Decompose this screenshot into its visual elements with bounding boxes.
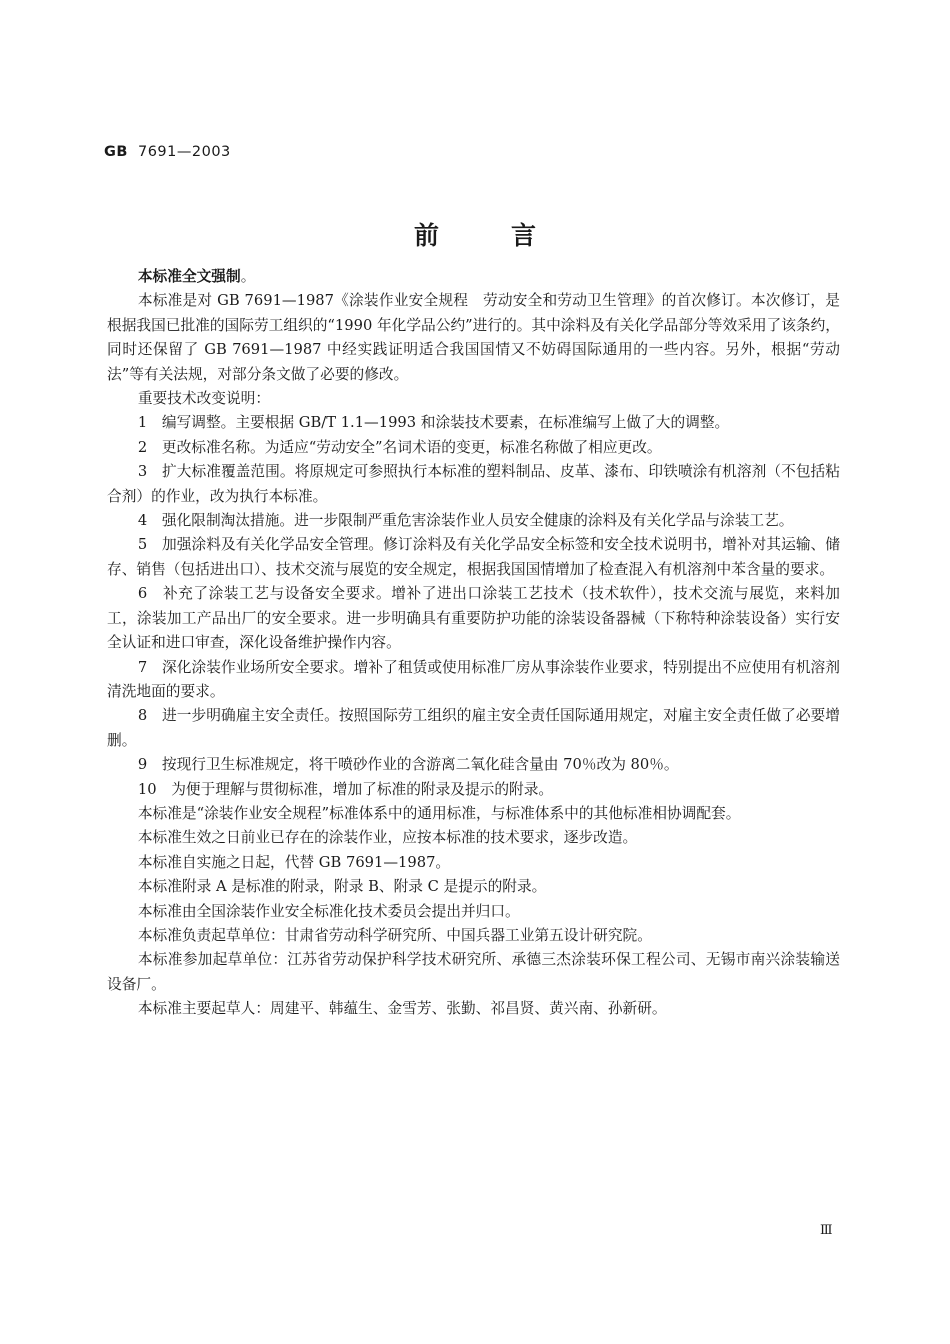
technical-changes-heading: 重要技术改变说明： bbox=[137, 390, 271, 408]
replacement-paragraph: 本标准自实施之日起，代替 GB 7691—1987。 bbox=[137, 853, 451, 871]
participating-units-paragraph: 本标准参加起草单位：江苏省劳动保护科学技术研究所、承德三杰涂装环保工程公司、无锡市南兴涂装输送设备厂。 bbox=[107, 951, 840, 993]
appendix-paragraph: 本标准附录 A 是标准的附录，附录 B、附录 C 是提示的附录。 bbox=[137, 878, 547, 896]
change-item-10: 10 为便于理解与贯彻标准，增加了标准的附录及提示的附录。 bbox=[137, 780, 554, 798]
existing-operations-paragraph: 本标准生效之日前业已存在的涂装作业，应按本标准的技术要求，逐步改造。 bbox=[137, 829, 638, 847]
change-item-7: 7 深化涂装作业场所安全要求。增补了租赁或使用标准厂房从事涂装作业要求，特别提出不应使用有机溶剂清洗地面的要求。 bbox=[107, 658, 840, 700]
change-item-1: 1 编写调整。主要根据 GB/T 1.1—1993 和涂装技术要素，在标准编写上做了大的调整。 bbox=[137, 414, 730, 432]
change-item-2: 2 更改标准名称。为适应“劳动安全”名词术语的变更，标准名称做了相应更改。 bbox=[137, 438, 662, 456]
change-item-6: 6 补充了涂装工艺与设备安全要求。增补了进出口涂装工艺技术（技术软件），技术交流与展览，来料加工，涂装加工产品出厂的安全要求。进一步明确具有重要防护功能的涂装设备器械（下称特种涂装设备）实行安全认证和进口审查，深化设备维护操作内容。 bbox=[107, 585, 840, 652]
proposer-paragraph: 本标准由全国涂装作业安全标准化技术委员会提出并归口。 bbox=[137, 902, 520, 920]
mandatory-statement-punct: 。 bbox=[240, 268, 256, 285]
mandatory-statement-text: 本标准全文强制 bbox=[137, 268, 241, 285]
standard-number: 7691—2003 bbox=[137, 144, 231, 160]
standard-system-paragraph: 本标准是“涂装作业安全规程”标准体系中的通用标准，与标准体系中的其他标准相协调配套。 bbox=[137, 804, 741, 822]
drafters-paragraph: 本标准主要起草人：周建平、韩蕴生、金雪芳、张勤、祁昌贤、黄兴南、孙新研。 bbox=[137, 1000, 667, 1018]
drafting-units-paragraph: 本标准负责起草单位：甘肃省劳动科学研究所、中国兵器工业第五设计研究院。 bbox=[137, 926, 652, 944]
standard-prefix: GB bbox=[104, 144, 128, 160]
change-item-8: 8 进一步明确雇主安全责任。按照国际劳工组织的雇主安全责任国际通用规定，对雇主安全责任做了必要增删。 bbox=[107, 707, 840, 749]
change-item-3: 3 扩大标准覆盖范围。将原规定可参照执行本标准的塑料制品、皮革、漆布、印铁喷涂有机溶剂（不包括粘合剂）的作业，改为执行本标准。 bbox=[107, 463, 840, 505]
page-number: Ⅲ bbox=[820, 1223, 833, 1238]
mandatory-statement bbox=[107, 265, 840, 289]
foreword-body bbox=[107, 265, 840, 1022]
page-title: 前言 bbox=[413, 221, 608, 250]
revision-intro-paragraph: 本标准是对 GB 7691—1987《涂装作业安全规程 劳动安全和劳动卫生管理》的首次修订。本次修订，是根据我国已批准的国际劳工组织的“1990 年化学品公约”进行的。其中涂料及有关化学品部分等效采用了该条约，同时还保留了 GB 7691—1987 中经实践证明适合我国国情又不妨碍国际通用的一些内容。另外，根据“劳动法”等有关法规，对部分条文做了必要的修改。 bbox=[107, 292, 840, 383]
change-item-5: 5 加强涂料及有关化学品安全管理。修订涂料及有关化学品安全标签和安全技术说明书，增补对其运输、储存、销售（包括进出口）、技术交流与展览的安全规定，根据我国国情增加了检查混入有机溶剂中苯含量的要求。 bbox=[107, 536, 840, 578]
document-code bbox=[104, 144, 231, 160]
change-item-9: 9 按现行卫生标准规定，将干喷砂作业的含游离二氧化硅含量由 70％改为 80％。 bbox=[137, 756, 679, 774]
change-item-4: 4 强化限制淘汰措施。进一步限制严重危害涂装作业人员安全健康的涂料及有关化学品与涂装工艺。 bbox=[137, 512, 794, 530]
